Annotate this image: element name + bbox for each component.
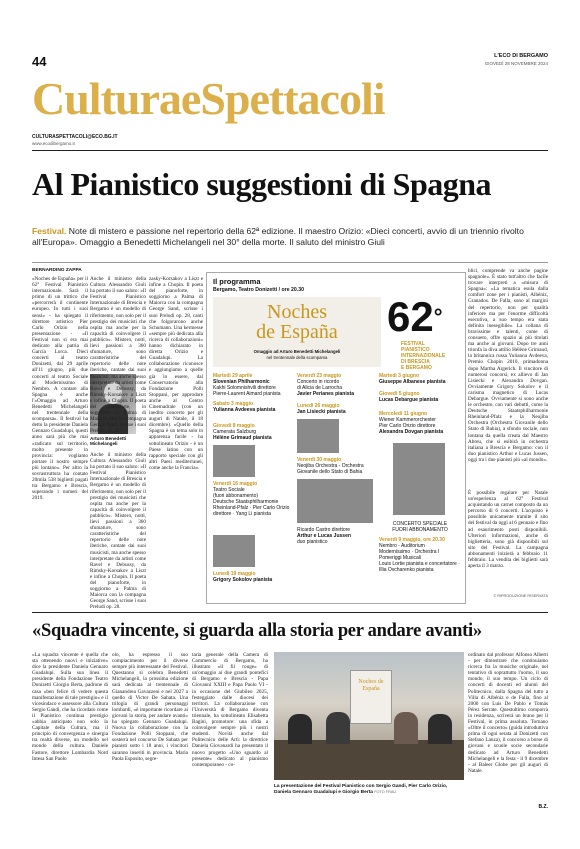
logo-number	[387, 295, 443, 339]
article2-column-4: ordinato dal professor Alfonso Alberti - per dimostrare che continuiamo ricerca fra la musiche originale, nel tentativo di soprattutto l'uomo, il suo mondo, il suo tempo. Un ciclo di concerti di docenti ed alunni del Politecnico, dalla Spagna del tutto a Villa di Albéniz e de Falla, fino al 2000 con Luis De Pablo e Tomás Pérez Serrate. Questultimo comporrà in residenza, scriverà un brano per il Festival, in prima assoluta. Tornano «Oltre il concerto» (guida introduttiva prima di ogni serata al Donizetti con Stefano Lanza), il concorso a borse di giovani e scuole socie secondarie dedicato ad Arturo Benedetti Michelangeli e la festa - il 9 dicembre - al Baleer Globe per gli auguri di Natale.	[468, 652, 548, 774]
article-column-5: blici, comprende va anche pagine spagnole». È stato tutt'altro che facile trovare interpreti a «misura di Spagna»: «La tematica esula dalla comfort zone per i pianisti, Albéniz, Granados. De Falla, sono al margini del repertorio, non per qualità inferiore ma per l'enorme difficoltà esecutiva, a suo tempo era stata definita inesegibile». La collana di bravissime e talenti, come di consueto, offre spazio ai più titolati ma anche ai giovani. Dopo tre anni trionfa la diva attilio Hélène Grimaud, la britannica russa Yulianna Avdeeva, Premio Chopin 2010, primadonna dopo Martha Argerich. Il vincitore di numerosi concorsi, ex allievo di Jan Lisiecki e Alexandra Dovgan. Ovviamente Grigory Sokolov e il carisma magnetico di Lucas Debargue. Ovviamente si sono anche le orchestre, con vari debutti, come la Deutsche Staatsphilharmonie Rheinland-Pfalz e la Neojiba Orchestra (Orchestra Giovanile dello Stato di Bahia), a sfondo sociale, non lontana da quella creata dal Maestro Abreu, che si esibirà in orchestra italiana a Brescia e Bergamo: con il duo pianistico Arthur e Lucas Jussen, oggi tra i due pianisti più «al mondo».	[468, 268, 548, 463]
logo-line-5: E BERGAMO	[401, 365, 432, 371]
program-event-1	[213, 373, 297, 397]
artist-photo	[297, 479, 373, 523]
kicker: Festival.	[32, 226, 67, 236]
program-box	[206, 272, 466, 604]
event-date: Giovedì 5 giugno	[379, 391, 420, 397]
event-date: Giovedì 8 maggio	[213, 423, 255, 429]
speaker-figure	[326, 712, 350, 744]
page-number: 44	[32, 54, 47, 69]
poster-subtitle-2: nel trentennale della scomparsa	[266, 355, 328, 360]
speaker-figure	[428, 714, 452, 744]
event-line: Concerto in ricordo	[297, 379, 340, 385]
program-heading: Il programma	[213, 277, 261, 286]
article-column-3: zasky-Korsakov a Liszt e infine a Chopin. Il poeta del pianoforte, in soggiorno a Palma di Maiorca con la compagna George Sand, scrisse i suoi Preludi op. 28, canti che folgorarono anche Schumann. Una kermesse «sempre più dedicata alla ricerca di collaborazioni» hanno dichiarato in diretta Orizio e Guadalupi. La collaborazione riconosce e aggiungiamo a quelle già in essere, dal Conservatorio alla Fondazione Polli Stoppani, per approdare anche al Centro Cinemadrale (con un inedito concerto per gli auguri di Natale, il 18 dicembre). «Quello della Spagna è un tema solo in apparenza facile - ha sottolineato Orizio - è un Paese latino con un rapporto speciale con gli altri Paesi mediterranei, come anche la Francia».	[149, 276, 203, 471]
event-line: Grigory Sokolov pianista	[213, 577, 273, 583]
program-event-11	[379, 391, 461, 403]
event-date: Venerdì 16 maggio	[213, 481, 258, 487]
event-line: Hélène Grimaud pianista	[213, 435, 272, 441]
event-date: Martedì 3 giugno	[379, 373, 419, 379]
special-line-1: CONCERTO SPECIALE	[392, 521, 448, 527]
press-photo-credit: FOTO FRAU	[374, 789, 397, 794]
event-line: Camerata Salzburg	[213, 429, 257, 435]
event-line: Pier Carlo Orizio direttore	[379, 423, 436, 429]
speaker-figure	[288, 714, 312, 744]
program-event-10	[379, 373, 461, 385]
program-event-13	[379, 537, 461, 573]
special-concert-label	[379, 521, 461, 533]
event-line: duo pianistico	[297, 539, 328, 545]
logo-line-2: PIANISTICO	[401, 347, 430, 353]
program-event-8	[297, 457, 375, 475]
event-date: Mercoledì 11 giugno	[379, 411, 428, 417]
artist-photo	[297, 419, 339, 453]
event-line: Ricardo Castro direttore	[297, 527, 351, 533]
event-line: (fuori abbonamento)	[213, 493, 259, 499]
special-line-2: FUORI ABBONAMENTO	[392, 527, 448, 533]
event-line: Alexandra Dovgan pianista	[379, 429, 444, 435]
artist-photo	[213, 445, 255, 477]
logo-line-1: FESTIVAL	[401, 341, 425, 347]
speaker-figure	[394, 712, 418, 744]
event-line: Nembro - Auditorium	[379, 543, 425, 549]
event-line: di Alicia de Larrocha	[297, 385, 343, 391]
event-line: Neojiba Orchestra - Orchestra	[297, 463, 364, 469]
standfirst-text: Note di mistero e passione nel repertorio della 62ª edizione. Il maestro Orizio: «Dieci concerti, avvio di un triennio rivolto all'Europa». Omaggio a Benedetti Michelangeli nel 30° della morte. Il saluto del ministro Giuli	[32, 226, 524, 247]
event-date: Lunedì 19 maggio	[213, 571, 256, 577]
article2-column-2: olo, ha espresso il suo compiacimento per il diverse sempre più interessante del Festival. Questanno si celebra Benedetti Michelangeli, la prossima edizione sarà dedicata al trentennale di Gianandrea Gavazzeni e nel 2027 a quello di Victor De Sabata. Una trilogia di grandi personaggi lombardi, «è importante ricordare ai giovani la storia, per andare avanti» ha spiegato Gennaro Guadalupi. Nuova la collaborazione con la Fondazione Polli Stoppani, che sosterrà nel concorso De Sabata per pianisti sotto i 18 anni, i vincitori saranno inseriti in provincia. Maria Paola Esposito, segre-	[112, 652, 188, 762]
program-event-9	[297, 527, 375, 545]
program-event-3	[213, 423, 297, 441]
press-photo-caption	[274, 784, 464, 796]
logo-number-digits: 62	[387, 293, 434, 340]
program-event-12	[379, 411, 461, 435]
program-event-5	[213, 571, 297, 583]
logo-text	[401, 341, 445, 371]
event-line: Giovanile dello Stato di Bahia	[297, 469, 363, 475]
standfirst	[32, 226, 548, 248]
issue-date: GIOVEDÌ 28 NOVEMBRE 2024	[484, 61, 548, 66]
article2-column-3: taria generale della Camera di Commercio di Bergamo, ha illustrato «il fil rouge» di un'omaggio ai due grandi pontefici di Bergamo e Brescia - Papa Giovanni XXIII e Papa Paolo VI - in occasione del Giubileo 2025, festeggiato dalle diocesi dei territori. La collaborazione con l'Università di Bergamo diventa triennale, ha sottolineato Elisabetta Bagini, promotore: una sfida a coinvolgere sempre più i nostri studenti. Novità anche dal Politecnico delle Arti: la direttrice Daniela Giovanardi ha presentato il nuovo progetto «Uno sguardo al presente» dedicato al pianismo contemporaneo - co-	[192, 652, 268, 768]
article2-column-1: «La squadra vincente è quella che sta ottenendo nuovi e iniziative» dice la presidente Daniela Gennaro Guadalupi. Sulla sua linea il presidente della Fondazione Teatro Donizetti Giorgio Berta, padrone di casa «ben felice di vedere questa manifestazione di tale prestigio» e il vicesindaco e assessore alla Cultura Sergio Gandi, che ha ricordato come il Pianistico continua prestigio «abbia anticipato non solo la Capitale della Cultura, ma il principio di convergenza e sinergia tra realtà diverse, un modello nel mondo della cultura. Daniele Fastore, direttore Lombardia Nord Intesa San Paolo	[32, 652, 108, 762]
event-line: Louis Lortie pianista e concertatore · Illia Ovcharenko pianista	[379, 561, 460, 573]
program-event-6	[297, 373, 375, 397]
event-line: Yulianna Avdeeva pianista	[213, 407, 276, 413]
event-line: Javier Perianes pianista	[297, 391, 354, 397]
event-date: Lunedì 26 maggio	[297, 403, 340, 409]
article2-headline: «Squadra vincente, si guarda alla storia per andare avanti»	[32, 621, 482, 641]
event-line: Lucas Debargue pianista	[379, 397, 439, 403]
section-title: CulturaeSpettacoli	[32, 73, 385, 124]
article-column-2b: Anche il ministro della Cultura Alessandro Giuli ha portato il suo saluto: «Il Festival Pianistico Internazionale di Brescia e Bergamo è un modello di riferimento, non solo per il prestigio dei musicisti che ospita ma anche per la capacità di coinvolgere il pubblico». Mistero, notti, lievi passioni a 360 sfumature, sono caratteristiche del repertorio delle note iberiche, cantate dai suoi musicisti, ma anche spesso interpretate da artisti come Ravel e Debussy, da Rimsky-Korsakov a Liszt e infine a Chopin. Il poeta del pianoforte, in soggiorno a Palma di Maiorca con la compagna George Sand, scrisse i suoi Preludi op. 28.	[90, 452, 146, 611]
header-rule	[32, 150, 548, 151]
event-date: Sabato 3 maggio	[213, 401, 254, 407]
press-photo-table	[274, 740, 464, 780]
article-column-6: È possibile regalare per Natale un'esperienza al 62° Festival acquistando un carnet composto da un percorso di 6 concerti. L'acquisto è possibile unicamente tramite il sito del festival da oggi al 6 gennaio e fino ad esaurimento posti disponibili. Ulteriori informazioni, anche di biglietteria, sono già disponibili sul sito del Festival. La campagna abbonamenti inizierà a febbraio 11 febbraio. La vendita dei biglietti sarà aperta il 3 marzo.	[468, 490, 548, 570]
program-event-2	[213, 401, 297, 413]
copyright-notice: © RIPRODUZIONE RISERVATA	[493, 594, 548, 598]
program-event-7	[297, 403, 375, 415]
artist-photo	[213, 535, 255, 567]
event-line: Pierre-Laurent Aimard pianista	[213, 391, 281, 397]
artist-photo	[393, 443, 445, 515]
press-photo	[274, 652, 464, 780]
event-line: Giuseppe Albanese pianista	[379, 379, 446, 385]
article2-signature: B.Z.	[538, 804, 548, 810]
press-photo-caption-text: La presentazione del Festival Pianistico con Sergio Gandi, Pier Carlo Orizio, Daniela Gennaro Guadalupi e Giorgio Berta	[274, 784, 448, 795]
newspaper-name: L'ECO DI BERGAMO	[494, 53, 548, 59]
event-date: Venerdì 30 maggio	[297, 457, 342, 463]
event-line: Jan Lisiecki pianista	[297, 409, 346, 415]
event-line: Kakhi Solomnishvili direttore	[213, 385, 276, 391]
article-column-1: «Noches de España» per il 62° Festival Pianistico internazionale. Sarà il primo di un trittico che «percorrerà il continente europeo. In tutti i suoi sensi» - ha spiegato il direttore artistico Pier Carlo Orizio nella presentazione - «Il Festival non si era mai dedicato alla patria di García Lorca. Dieci concerti al teatro Donizetti, dal 29 aprile all'11 giugno, più due concerti al teatro Sociale al Modernissimo di Nembro. A contare alla Spagna è anche l'«Omaggio ad Arturo Benedetti Michelangeli nel trentennale della scomparsa». Il festival ha detto la presidente Daniela Gennaro Guadalupi, questi anno sarà più che mai «radicato sul territorio, molto presente in provincia: vogliamo portare il nostro sempre più lontano». Per altro la sovrastruttura ha contato 20mila 538 biglietti pagati tra Bergamo e Brescia, superando i numeri del 2019.	[32, 276, 88, 502]
poster-title-line-1: Noches	[267, 301, 327, 323]
byline: BERNARDINO ZAPPA	[32, 268, 82, 273]
event-line: Modernissimo · Orchestra I Pomeriggi Musicali	[379, 549, 440, 561]
event-date: Martedì 29 aprile	[213, 373, 253, 379]
festival-logo	[387, 295, 461, 385]
event-line: Teatro Sociale	[213, 487, 245, 493]
event-line: Wiener Kammerorchester	[379, 417, 436, 423]
event-line: Slovenian Philharmonic	[213, 379, 270, 385]
logo-line-3: INTERNAZIONALE	[401, 353, 446, 359]
poster-subtitle-1: Omaggio ad Arturo Benedetti Michelangeli	[253, 349, 341, 354]
press-photo-poster-title: Noches de España	[358, 679, 384, 692]
logo-degree: °	[433, 304, 443, 329]
event-date: Venerdì 9 maggio, ore 20.30	[379, 537, 445, 543]
event-date: Venerdì 23 maggio	[297, 373, 342, 379]
article-column-2: Anche il ministro della Cultura Alessandro Giuli ha portato il suo saluto: «Il Festival Pianistico Internazionale di Brescia e Bergamo è un modello di riferimento, non solo per il prestigio dei musicisti che ospita ma anche per la capacità di coinvolgere il pubblico». Mistero, notti, lievi passioni a 360 sfumature, sono caratteristiche del repertorio delle note iberiche, cantate dai suoi musicisti, ma anche spesso interpretate da artisti come Ravel e Debussy, da Rimsky-Korsakov a Liszt e infine a Chopin. Il poeta del pianoforte, in soggiorno a Palma di Maiorca con la compagna George Sand, scrisse i suoi Preludi op. 28.	[90, 276, 146, 435]
event-line: Arthur e Lucas Jussen	[297, 533, 351, 539]
standfirst-rule	[32, 262, 548, 263]
logo-line-4: DI BRESCIA	[401, 359, 430, 365]
article-separator	[32, 612, 548, 613]
headline: Al Pianistico suggestioni di Spagna	[32, 166, 492, 202]
press-photo-poster	[350, 670, 392, 724]
event-line: Deutsche Staatsphilharmonie Rheinland-Pfalz · Pier Carlo Orizio direttore · Yang Li pianista	[213, 499, 290, 517]
poster-title-line-2: de España	[256, 321, 338, 343]
program-venue: Bergamo, Teatro Donizetti / ore 20.30	[213, 287, 304, 293]
section-website: www.ecodibergamo.it	[32, 141, 75, 146]
poster	[213, 297, 381, 367]
program-event-4	[213, 481, 297, 517]
portrait-caption: Arturo Benedetti Michelangeli	[90, 436, 127, 447]
section-email: CULTURASPETTACOLI@ECO.BG.IT	[32, 134, 118, 140]
